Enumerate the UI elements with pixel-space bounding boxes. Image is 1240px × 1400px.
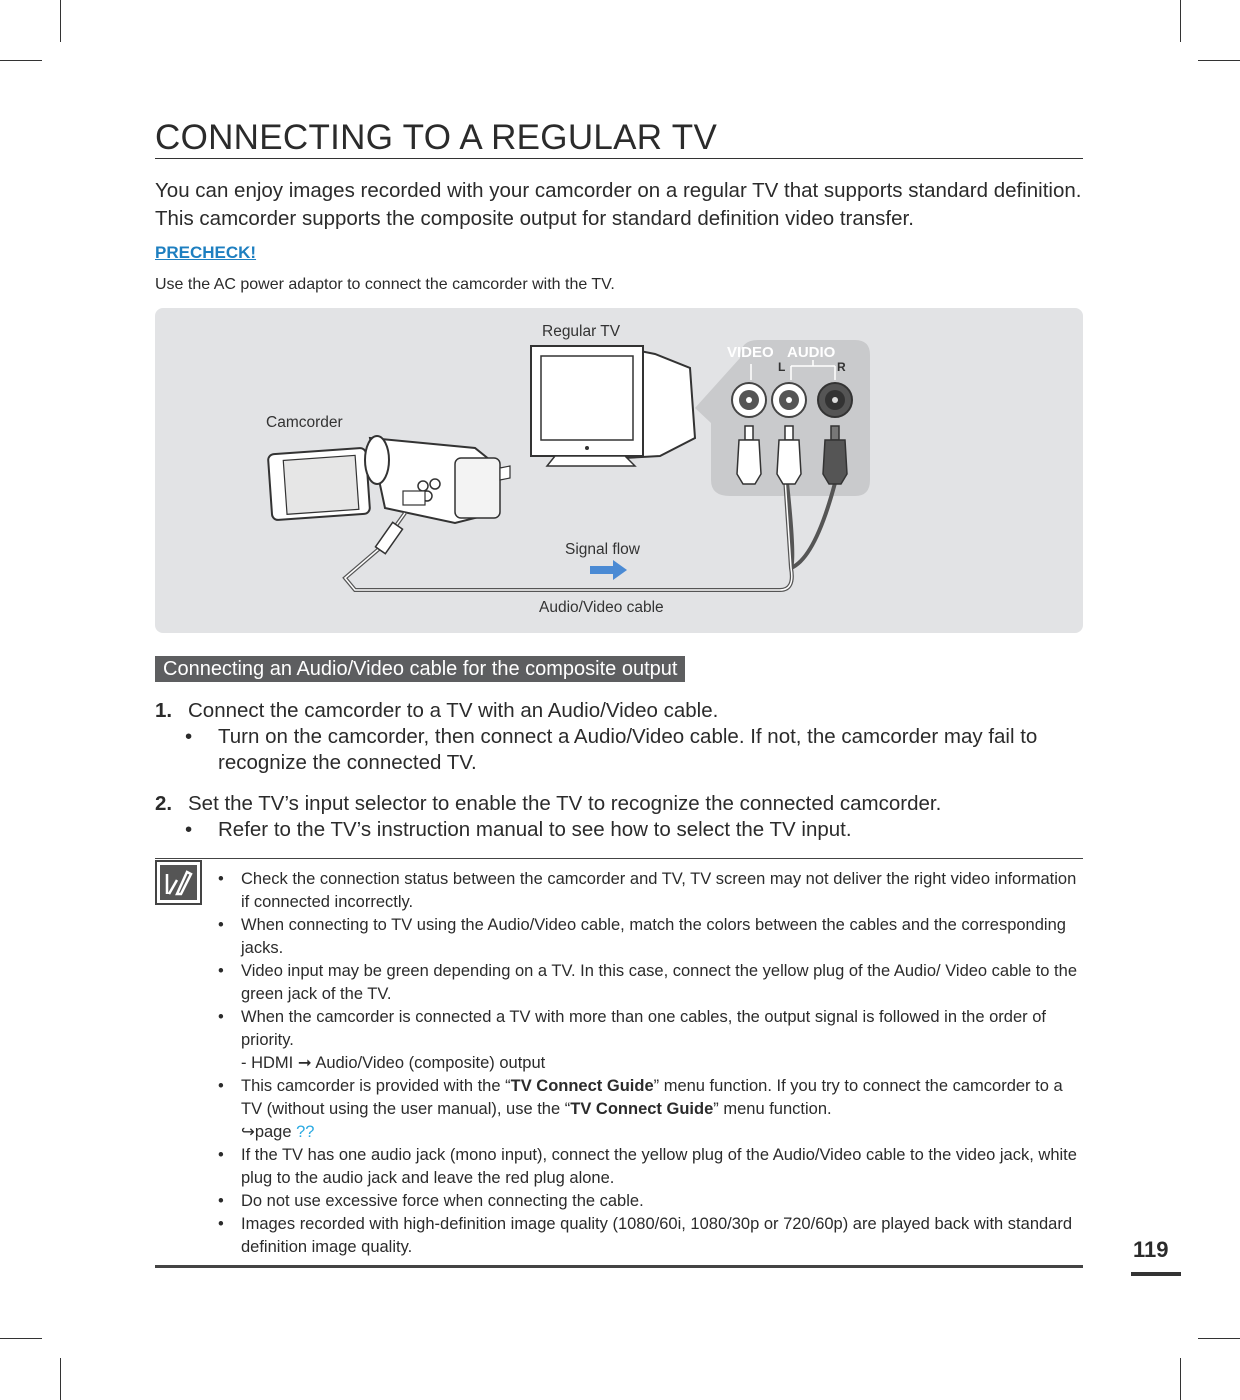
note-text: When connecting to TV using the Audio/Video cable, match the colors between the cables and the corresponding jacks. <box>241 916 1066 957</box>
label-jack-video: VIDEO <box>727 344 774 361</box>
note-item <box>218 1006 1084 1075</box>
rca-jack-video <box>732 383 766 417</box>
camcorder-illustration <box>268 436 510 523</box>
crop-mark <box>1198 60 1240 61</box>
bullet-dot: • <box>185 818 193 841</box>
page-title: CONNECTING TO A REGULAR TV <box>155 118 718 157</box>
rca-jack-audio-right <box>818 383 852 417</box>
bullet-text: Refer to the TV’s instruction manual to see how to select the TV input. <box>218 818 852 841</box>
crop-mark <box>1198 1338 1240 1339</box>
crop-mark <box>1180 0 1181 42</box>
label-jack-audio: AUDIO <box>787 344 836 361</box>
label-camcorder: Camcorder <box>266 414 343 431</box>
menu-name: TV Connect Guide <box>510 1077 654 1095</box>
notes-list <box>218 868 1084 1259</box>
crop-mark <box>1180 1358 1181 1400</box>
note-text: When the camcorder is connected a TV with more than one cables, the output signal is followed in the order of priority. <box>241 1008 1046 1049</box>
note-text: If the TV has one audio jack (mono input), connect the yellow plug of the Audio/Video cable to the video jack, white plug to the audio jack and leave the red plug alone. <box>241 1146 1077 1187</box>
note-item <box>218 960 1084 1006</box>
page-reference: ↪page <box>241 1123 297 1141</box>
crop-mark <box>0 1338 42 1339</box>
rca-jack-audio-left <box>772 383 806 417</box>
note-icon <box>155 860 202 905</box>
intro-paragraph: You can enjoy images recorded with your camcorder on a regular TV that supports standard definition. This camcorder supports the composite output for standard definition video transfer. <box>155 179 1082 230</box>
note-text: Images recorded with high-definition image quality (1080/60i, 1080/30p or 720/60p) are played back with standard definition image quality. <box>241 1215 1073 1256</box>
bullet-dot: • <box>218 916 224 934</box>
signal-flow-arrow <box>590 560 627 580</box>
note-text: ” menu function. <box>713 1100 832 1118</box>
bullet-dot: • <box>218 1008 224 1026</box>
label-regular-tv: Regular TV <box>542 323 621 340</box>
step-text: Set the TV’s input selector to enable the TV to recognize the connected camcorder. <box>188 792 942 815</box>
note-text: Do not use excessive force when connecting the cable. <box>241 1192 644 1210</box>
precheck-text: Use the AC power adaptor to connect the camcorder with the TV. <box>155 276 615 293</box>
crop-mark <box>60 1358 61 1400</box>
note-item <box>218 1075 1084 1144</box>
bullet-dot: • <box>185 725 193 748</box>
precheck-heading[interactable]: PRECHECK! <box>155 243 257 262</box>
crop-mark <box>60 0 61 42</box>
menu-name: TV Connect Guide <box>570 1100 714 1118</box>
note-item <box>218 1190 1084 1213</box>
label-av-cable: Audio/Video cable <box>539 599 664 616</box>
label-jack-r: R <box>837 360 846 374</box>
bullet-dot: • <box>218 1215 224 1233</box>
bullet-dot: • <box>218 1077 224 1095</box>
note-text: Check the connection status between the camcorder and TV, TV screen may not deliver the right video information if connected incorrectly. <box>241 870 1077 911</box>
crop-mark <box>0 60 42 61</box>
note-text: Video input may be green depending on a TV. In this case, connect the yellow plug of the Audio/ Video cable to the green jack of the TV. <box>241 962 1077 1003</box>
connection-diagram <box>155 308 1083 633</box>
note-subitem: - HDMI ➞ Audio/Video (composite) output <box>241 1054 546 1072</box>
page-number: 119 <box>1133 1237 1169 1262</box>
note-item <box>218 1213 1084 1259</box>
note-item <box>218 868 1084 914</box>
note-text: ” menu function. If you try to connect the camcorder to a TV (without using the user manual), use the “ <box>241 1077 1063 1118</box>
notes-divider <box>155 858 1083 859</box>
step-number: 1. <box>155 699 173 722</box>
note-text: This camcorder is provided with the “ <box>241 1077 511 1095</box>
label-signal-flow: Signal flow <box>565 541 640 558</box>
title-divider <box>155 158 1083 159</box>
note-item <box>218 1144 1084 1190</box>
tv-illustration <box>531 346 695 466</box>
cable-plug-camcorder <box>375 522 402 553</box>
bullet-dot: • <box>218 962 224 980</box>
step-number: 2. <box>155 792 173 815</box>
bullet-dot: • <box>218 1146 224 1164</box>
page-number-bar <box>1131 1272 1181 1276</box>
section-heading: Connecting an Audio/Video cable for the composite output <box>155 656 685 682</box>
bullet-dot: • <box>218 870 224 888</box>
page-reference-link[interactable]: ?? <box>296 1123 315 1141</box>
diagram-illustration <box>155 308 1083 633</box>
note-item <box>218 914 1084 960</box>
label-jack-l: L <box>778 360 786 374</box>
bullet-text: Turn on the camcorder, then connect a Audio/Video cable. If not, the camcorder may fail to recognize the connected TV. <box>218 725 1038 774</box>
bullet-dot: • <box>218 1192 224 1210</box>
step-text: Connect the camcorder to a TV with an Audio/Video cable. <box>188 699 719 722</box>
bottom-divider <box>155 1265 1083 1268</box>
